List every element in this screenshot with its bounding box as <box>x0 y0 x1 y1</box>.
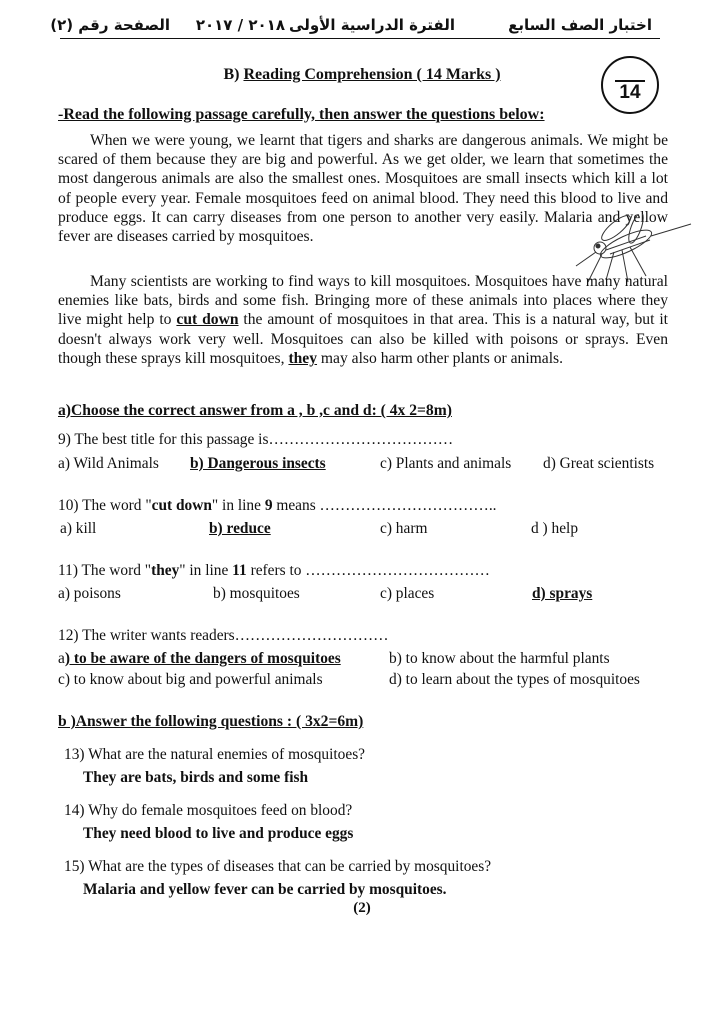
paragraph-1-text: When we were young, we learnt that tigers and sharks are dangerous animals. We might be scared of them because they are big and powerful. As we get older, we learn that sometimes the most dangerous animals are also the smallest ones. Mosquitoes are small insects which kill a lot of people every year. Female mosquitoes feed on animal blood. They need this blood to live and produce eggs. It can carry diseases from one person to another very easily. Malaria and yellow fever are diseases carried by mosquitoes. <box>58 132 668 246</box>
exam-header <box>50 12 660 39</box>
highlight-they: they <box>288 349 318 367</box>
score-value: 14 <box>619 82 641 103</box>
q12-option-b: b) to know about the harmful plants <box>389 650 610 667</box>
question-14: 14) Why do female mosquitoes feed on blood? <box>64 802 353 819</box>
q10-text-b: " in line <box>211 497 265 514</box>
q9-option-a: a) Wild Animals <box>58 455 159 472</box>
section-title-text: Reading Comprehension ( 14 Marks ) <box>243 66 501 83</box>
page-label: الصفحة رقم (٢) <box>50 16 170 34</box>
q10-option-d: d ) help <box>531 520 579 537</box>
paragraph-2-text <box>58 272 668 368</box>
exam-title: اختبار الصف السابع <box>508 16 652 34</box>
q10-text-a: 10) The word " <box>58 497 152 514</box>
q12-option-c: c) to know about big and powerful animals <box>58 671 323 688</box>
part-b-heading: b )Answer the following questions : ( 3x2=6m) <box>58 713 364 730</box>
q11-option-b: b) mosquitoes <box>213 585 300 602</box>
q10-option-c: c) harm <box>380 520 428 537</box>
answer-14: They need blood to live and produce eggs <box>83 825 354 842</box>
page-number: (2) <box>353 900 371 916</box>
question-9: 9) The best title for this passage is……………………………… <box>58 431 454 448</box>
section-title <box>0 66 724 84</box>
question-15: 15) What are the types of diseases that can be carried by mosquitoes? <box>64 858 492 875</box>
q12-option-a-letter: a <box>58 650 65 667</box>
q9-option-c: c) Plants and animals <box>380 455 512 472</box>
highlight-cut-down: cut down <box>176 311 239 329</box>
q12-option-a-text: ) to be aware of the dangers of mosquitoes <box>64 650 341 667</box>
passage-instruction: -Read the following passage carefully, then answer the questions below: <box>58 106 545 123</box>
answer-15: Malaria and yellow fever can be carried by mosquitoes. <box>83 881 447 898</box>
q11-line-number: 11 <box>232 562 247 579</box>
question-10 <box>58 497 497 515</box>
year-label: ٢٠١٨ / ٢٠١٧ <box>195 16 285 34</box>
score-circle <box>601 56 659 114</box>
q11-term: they <box>151 562 180 579</box>
q10-option-a: a) kill <box>60 520 97 537</box>
question-11 <box>58 562 490 580</box>
q12-option-a <box>58 650 341 668</box>
q12-option-d: d) to learn about the types of mosquitoes <box>389 671 640 688</box>
q10-text-c: means …………………………….. <box>272 497 497 514</box>
paragraph-2-part-c: the amount of mosquitoes in that area. This is a natural way, but it doesn't always work very well. Mosquitoes can also be killed with poisons or sprays. Even though these sprays kill mosquitoes, <box>58 311 669 367</box>
q10-term: cut down <box>151 497 212 514</box>
q10-option-b: b) reduce <box>209 520 271 537</box>
q11-option-d: d) sprays <box>532 585 593 602</box>
paragraph-2-part-a: Many scientists are working to find ways to kill mosquitoes. Mosquitoes have many natural enemies like bats, birds and some fish. Bringing more of these animals into places where they live might help to <box>58 273 668 329</box>
part-a-heading: a)Choose the correct answer from a , b ,c and d: ( 4x 2=8m) <box>58 402 452 419</box>
q11-option-c: c) places <box>380 585 435 602</box>
q9-option-d: d) Great scientists <box>543 455 655 472</box>
term-label: الفترة الدراسية الأولى <box>289 16 455 34</box>
q11-text-a: 11) The word " <box>58 562 152 579</box>
passage-paragraph-2 <box>58 272 668 368</box>
question-12: 12) The writer wants readers………………………… <box>58 627 389 644</box>
q11-option-a: a) poisons <box>58 585 121 602</box>
q10-line-number: 9 <box>264 497 273 514</box>
paragraph-2-part-e: may also harm other plants or animals. <box>317 349 564 367</box>
q11-text-c: refers to ……………………………… <box>246 562 490 579</box>
question-13: 13) What are the natural enemies of mosquitoes? <box>64 746 366 763</box>
section-prefix: B) <box>223 66 244 83</box>
q11-text-b: " in line <box>179 562 233 579</box>
answer-13: They are bats, birds and some fish <box>83 769 309 786</box>
q9-option-b: b) Dangerous insects <box>190 455 326 472</box>
